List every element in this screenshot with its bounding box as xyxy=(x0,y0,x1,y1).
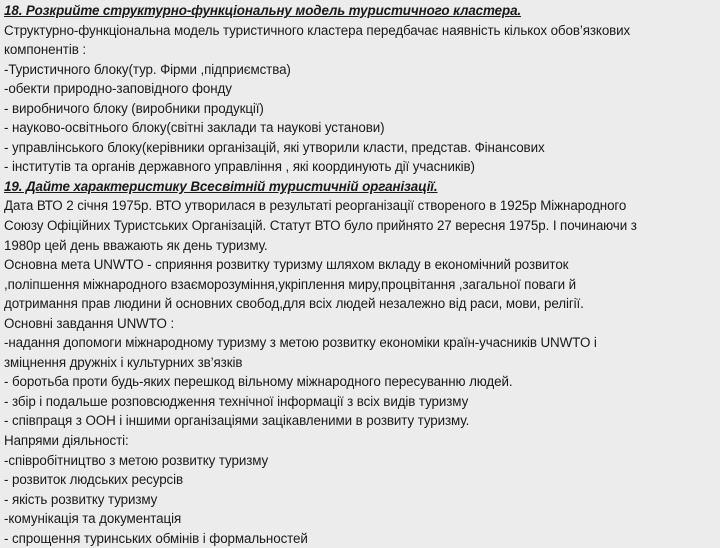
section-18-line: -обекти природно-заповідного фонду xyxy=(4,81,232,97)
section-19-line: - якість розвитку туризму xyxy=(4,491,158,507)
section-19-line: Напрями діяльності: xyxy=(4,433,129,449)
section-18-line: компонентів : xyxy=(4,42,86,58)
section-19-line: Основна мета UNWTO - сприяння розвитку туризму шляхом вкладу в економічний розвиток xyxy=(4,257,569,273)
section-18-line: - науково-освітнього блоку(світні заклади та наукові установи) xyxy=(4,120,385,136)
section-19-line: -співробітництво з метою розвитку туризму xyxy=(4,452,269,468)
section-19-line: дотримання прав людини й основних свобод,для всіх людей незалежно від раси, мови, релігії. xyxy=(4,296,584,312)
section-18-heading: 18. Розкрийте структурно-функціональну модель туристичного кластера. xyxy=(4,3,522,18)
section-19-line: - боротьба проти будь-яких перешкод вільному міжнародного пересуванню людей. xyxy=(4,374,513,390)
section-19-line: -комунікація та документація xyxy=(4,511,182,527)
section-18-line: Структурно-функціональна модель туристичного кластера передбачає наявність кількох обов’язкових xyxy=(4,22,631,38)
section-18-line: - інститутів та органів державного управління , які координують дії учасників) xyxy=(4,159,475,175)
section-18-line: -Туристичного блоку(тур. Фірми ,підприємства) xyxy=(4,61,291,77)
section-19-heading: 19. Дайте характеристику Всесвітній туристичній організації. xyxy=(4,178,438,194)
section-19-line: Союзу Офіційних Туристських Організацій. Статут ВТО було прийнято 27 вересня 1975р. І починаючи з xyxy=(4,218,637,234)
section-19-line: зміцнення дружніх і культурних зв’язків xyxy=(4,354,243,370)
section-19-line: - збір і подальше розповсюдження технічної інформації з всіх видів туризму xyxy=(4,393,469,409)
section-18-line: - управлінського блоку(керівники організацій, які утворили класти, представ. Фінансових xyxy=(4,139,545,155)
section-19-line: Основні завдання UNWTO : xyxy=(4,315,175,331)
section-19-line: Дата ВТО 2 січня 1975р. ВТО утворилася в результаті реорганізації створеного в 1925р Міжнародного xyxy=(4,198,627,214)
section-19-line: ,поліпшення міжнародного взаєморозуміння,укріплення миру,процвітання ,загальної поваги й xyxy=(4,276,577,292)
section-19-line: - співпраця з ООН і іншими організаціями зацікавленими в розвиту туризму. xyxy=(4,413,470,429)
section-19-line: - спрощення туринських обмінів і формальностей xyxy=(4,530,308,546)
section-19-line: -надання допомоги міжнародному туризму з метою розвитку економіки країн-учасників UNWTO і xyxy=(4,335,597,351)
section-18-line: - виробничого блоку (виробники продукції) xyxy=(4,100,264,116)
section-19-line: 1980р цей день вважають як день туризму. xyxy=(4,237,268,253)
section-19-line: - розвиток людських ресурсів xyxy=(4,472,184,488)
document-body xyxy=(4,1,716,548)
